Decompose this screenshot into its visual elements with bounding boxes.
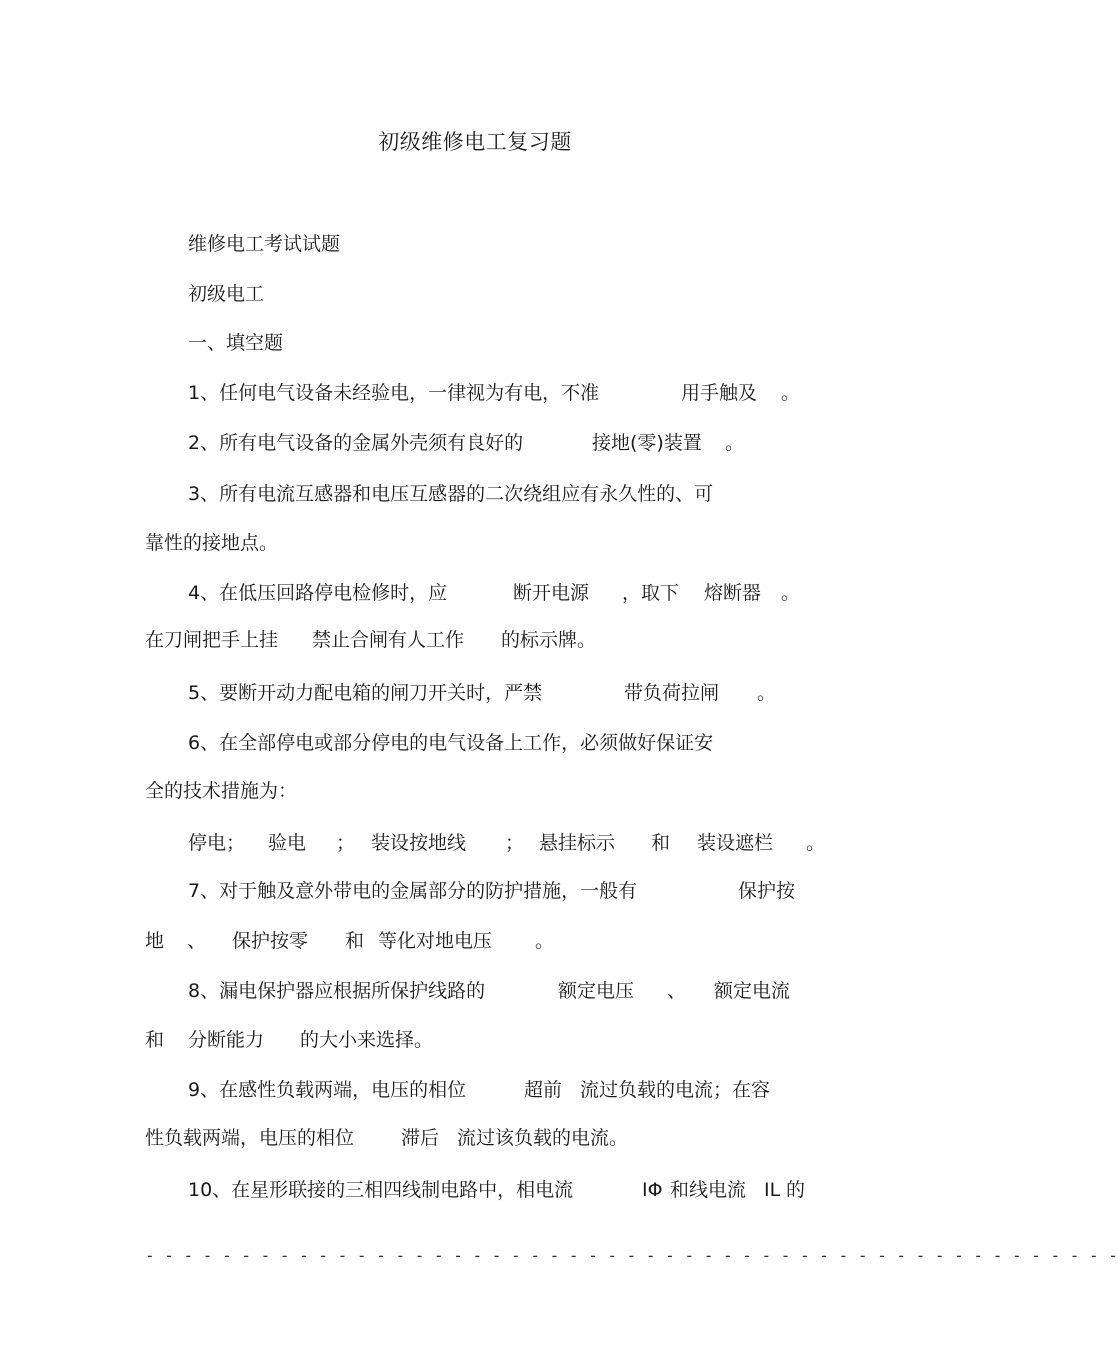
q5-answer: 带负荷拉闸 (624, 682, 720, 704)
q10-mid: 和线电流 (670, 1179, 747, 1201)
q8-sep2: 和 (145, 1029, 165, 1051)
q4-end: 。 (781, 582, 801, 604)
q3-line2: 靠性的接地点。 (145, 532, 279, 554)
q1-end: 。 (781, 382, 801, 404)
q7-sep1: 、 (187, 930, 207, 952)
q6-line2: 全的技术措施为： (145, 780, 298, 802)
q2-text: 2、所有电气设备的金属外壳须有良好的 (188, 432, 524, 454)
q9-text: 9、在感性负载两端，电压的相位 (188, 1079, 467, 1101)
document-title: 初级维修电工复习题 (378, 130, 572, 154)
q9-line2: 性负载两端，电压的相位 (145, 1127, 355, 1149)
q8-sep1: 、 (667, 980, 687, 1002)
q6-answer3: 装设按地线 (371, 832, 467, 854)
q3-line1: 3、所有电流互感器和电压互感器的二次绕组应有永久性的、可 (188, 483, 714, 505)
q6-line1: 6、在全部停电或部分停电的电气设备上工作，必须做好保证安 (188, 732, 714, 754)
q6-answer1: 停电； (188, 832, 246, 854)
q4-line2b: 的标示牌。 (501, 629, 597, 651)
q8-answer1: 额定电压 (558, 980, 635, 1002)
q8-text: 8、漏电保护器应根据所保护线路的 (188, 980, 486, 1002)
q7-answer2: 保护按零 (232, 930, 309, 952)
q10-text: 10、在星形联接的三相四线制电路中，相电流 (188, 1179, 574, 1201)
q8-answer3: 分断能力 (188, 1029, 265, 1051)
q1-text: 1、任何电气设备未经验电，一律视为有电，不准 (188, 382, 600, 404)
q10-answer2: IL (764, 1179, 781, 1201)
q7-text: 7、对于触及意外带电的金属部分的防护措施，一般有 (188, 880, 638, 902)
q7-answer3: 等化对地电压 (378, 930, 493, 952)
q4-sep1: ，取下 (622, 582, 680, 604)
q10-answer1: IΦ (642, 1179, 663, 1201)
q7-answer1b: 地 (145, 930, 165, 952)
q2-end: 。 (725, 432, 745, 454)
heading-level: 初级电工 (188, 283, 265, 305)
q7-sep2: 和 (345, 930, 365, 952)
q7-end: 。 (535, 930, 555, 952)
q4-answer3: 禁止合闸有人工作 (312, 629, 465, 651)
q6-sep3: ； (505, 832, 525, 854)
q9-answer2: 滞后 (401, 1127, 440, 1149)
q4-line2a: 在刀闸把手上挂 (145, 629, 279, 651)
section-fill-blank: 一、填空题 (188, 332, 284, 354)
q6-answer4: 悬挂标示 (539, 832, 616, 854)
q9-answer1: 超前 (524, 1079, 563, 1101)
q10-end: 的 (786, 1179, 806, 1201)
q8-answer2: 额定电流 (714, 980, 791, 1002)
page-break-divider: - - - - - - - - - - - - - - - - - - - - - - - - - - - - - - - - - - - - - - - - - - - - - - - - - - - (145, 1246, 1118, 1265)
q4-answer2: 熔断器 (704, 582, 762, 604)
q6-sep4: 和 (651, 832, 671, 854)
q6-end: 。 (806, 832, 826, 854)
q4-text: 4、在低压回路停电检修时，应 (188, 582, 448, 604)
q9-mid1: 流过负载的电流；在容 (580, 1079, 771, 1101)
q1-answer: 用手触及 (681, 382, 758, 404)
q6-answer5: 装设遮栏 (697, 832, 774, 854)
q2-answer: 接地(零)装置 (592, 432, 702, 454)
q9-mid2: 流过该负载的电流。 (457, 1127, 629, 1149)
q8-end: 的大小来选择。 (300, 1029, 434, 1051)
q4-answer1: 断开电源 (513, 582, 590, 604)
q6-sep2: ； (336, 832, 356, 854)
q5-end: 。 (757, 682, 777, 704)
heading-exam: 维修电工考试试题 (188, 233, 341, 255)
q7-answer1a: 保护按 (738, 880, 796, 902)
q5-text: 5、要断开动力配电箱的闸刀开关时，严禁 (188, 682, 543, 704)
q6-answer2: 验电 (268, 832, 307, 854)
